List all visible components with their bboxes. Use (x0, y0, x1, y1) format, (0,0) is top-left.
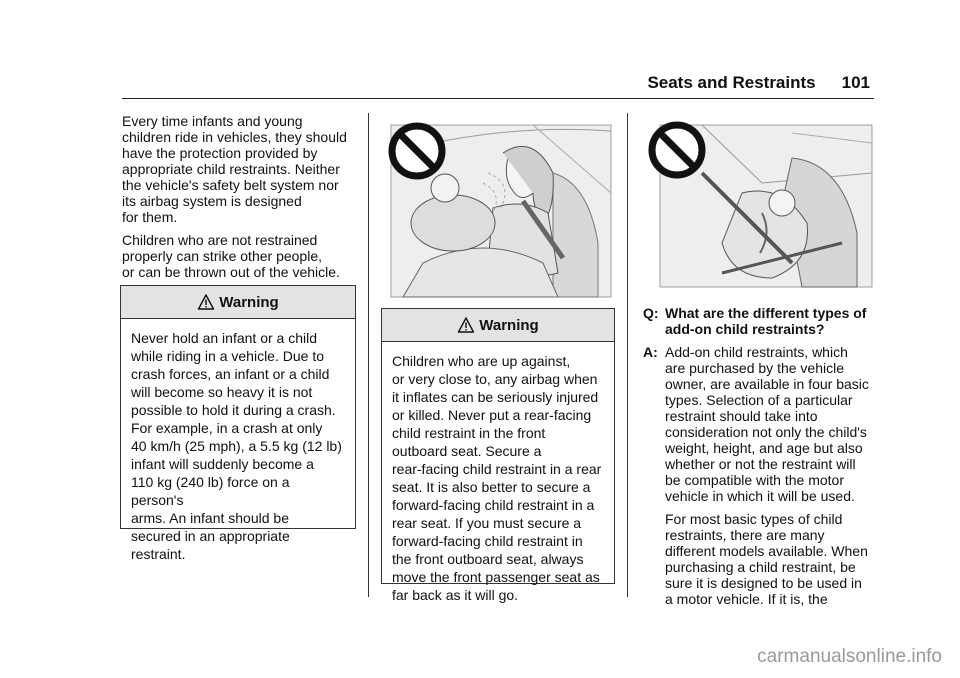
section-title: Seats and Restraints (647, 73, 816, 92)
header-rule (122, 98, 874, 99)
warning-box-1 (120, 285, 356, 562)
warning-box-2 (381, 308, 615, 603)
answer-label: A: (643, 344, 658, 360)
question: Q: What are the different types of add-on child restraints? (643, 305, 867, 337)
answer-continuation: For most basic types of child restraints, there are many different models available. When purchasing a child restraint, be sure it is designed to be used in a motor vehicle. If it is, the (665, 511, 868, 607)
warning-title: Warning (219, 293, 279, 311)
paragraph-1: Every time infants and young children ride in vehicles, they should have the protection provided by appropriate child restraints. Neither the vehicle's safety belt system nor its airbag system is designed for them. (122, 113, 347, 225)
warning-icon (197, 293, 215, 311)
holding-infant-illustration (383, 113, 615, 301)
watermark: carmanualsonline.info (757, 646, 942, 667)
warning-text: Never hold an infant or a child while riding in a vehicle. Due to crash forces, an infant or a child will become so heavy it is not possible to hold it during a crash. For example, in a crash at only 40 km/h (25 mph), a 5.5 kg (12 lb) infant will suddenly become a 110 kg (240 lb) force on a person's arms. An infant should be secured in an appropriate restraint. (131, 330, 342, 562)
column-divider-2 (627, 113, 628, 597)
warning-header (121, 286, 355, 319)
question-label: Q: (643, 305, 659, 321)
page-header (647, 73, 870, 93)
warning-header (382, 309, 614, 342)
warning-title: Warning (479, 316, 539, 334)
warning-text: Children who are up against, or very close to, any airbag when it inflates can be seriously injured or killed. Never put a rear-facing child restraint in the front outboard seat. Secure a rear-facing child restraint in a rear seat. It is also better to secure a forward-facing child restraint in a rear seat. If you must secure a forward-facing child restraint in the front outboard seat, always move the front passenger seat as far back as it will go. (392, 353, 602, 603)
answer: A: Add-on child restraints, which are purchased by the vehicle owner, are available in four basic types. Selection of a particular restraint should take into consideration not only the child's weight, height, and age but also whether or not the restraint will be compatible with the motor vehicle in which it will be used. For most basic types of child restraints, there are many different models available. When purchasing a child restraint, be sure it is designed to be used in a motor vehicle. If it is, the (643, 344, 875, 607)
warning-icon (457, 316, 475, 334)
paragraph-2: Children who are not restrained properly can strike other people, or can be thrown out of the vehicle. (122, 232, 340, 280)
column-divider-1 (368, 113, 369, 597)
page-number: 101 (841, 73, 870, 92)
column-1-text (122, 113, 362, 280)
rear-facing-seat-illustration (642, 113, 874, 291)
